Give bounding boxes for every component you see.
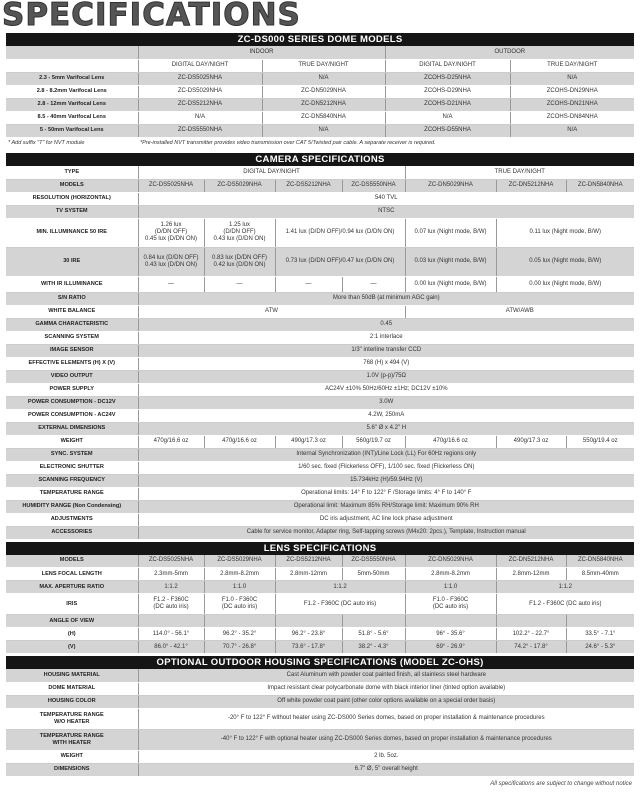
spec-value: 0.07 lux (Night mode, B/W)	[405, 218, 496, 247]
spec-row	[6, 763, 634, 776]
spec-value	[275, 615, 342, 628]
spec-value: TRUE DAY/NIGHT	[405, 166, 634, 179]
spec-value: NTSC	[138, 205, 634, 218]
spec-row	[6, 526, 634, 539]
spec-value: Impact resistant clear polycarbonate dome with black interior liner (tinted option available)	[138, 682, 634, 695]
spec-value: 73.6° - 17.8°	[275, 641, 342, 654]
row-label: 2.3 - 5mm Varifocal Lens	[6, 72, 138, 85]
spec-value: DIGITAL DAY/NIGHT	[385, 59, 510, 72]
spec-row	[6, 111, 634, 124]
spec-row	[6, 179, 634, 192]
spec-row	[6, 615, 634, 628]
spec-row	[6, 205, 634, 218]
spec-value: ZC-DS5212NHA	[138, 98, 262, 111]
row-label: HOUSING COLOR	[6, 695, 138, 708]
spec-row	[6, 594, 634, 615]
spec-value: ZC-DS5550NHA	[342, 555, 405, 568]
spec-row	[6, 474, 634, 487]
spec-value: -40° F to 122° F with optional heater using ZC-DS000 Series domes, based on proper installation & maintenance procedures	[138, 729, 634, 750]
spec-value: 1:1.2	[275, 581, 405, 594]
row-label: EFFECTIVE ELEMENTS (H) X (V)	[6, 357, 138, 370]
spec-row	[6, 218, 634, 247]
spec-value: 490g/17.3 oz	[275, 435, 342, 448]
spec-value: 2.8mm-8.2mm	[405, 568, 496, 581]
spec-value: Operational limits: 14° F to 122° F /Storage limits: 4° F to 140° F	[138, 487, 634, 500]
dome-note-row	[6, 137, 634, 150]
spec-value: 2.3mm-5mm	[138, 568, 204, 581]
row-label: EXTERNAL DIMENSIONS	[6, 422, 138, 435]
spec-value: 2.8mm-12mm	[275, 568, 342, 581]
spec-value	[405, 615, 496, 628]
row-label: LENS FOCAL LENGTH	[6, 568, 138, 581]
nvt-note: *Pre-installed NVT transmitter provides video transmission over CAT 5/Twisted pair cable. A separate receiver is required.	[138, 137, 634, 150]
spec-value: F1.0 - F360C (DC auto iris)	[204, 594, 275, 615]
spec-row	[6, 85, 634, 98]
spec-value: 560g/19.7 oz	[342, 435, 405, 448]
spec-row	[6, 396, 634, 409]
spec-value: ZC-DS5212NHA	[275, 179, 342, 192]
lens-specifications-table	[6, 542, 634, 655]
spec-value: ZC-DN5212NHA	[262, 98, 385, 111]
spec-row	[6, 435, 634, 448]
row-label: GAMMA CHARACTERISTIC	[6, 318, 138, 331]
spec-value: 2.8mm-12mm	[496, 568, 566, 581]
section-header-title: LENS SPECIFICATIONS	[6, 542, 634, 555]
spec-value	[204, 615, 275, 628]
spec-value: INDOOR	[138, 46, 385, 59]
spec-row	[6, 568, 634, 581]
row-label: MODELS	[6, 179, 138, 192]
spec-value: 470g/16.6 oz	[405, 435, 496, 448]
spec-value: Internal Synchronization (INT)/Line Lock (LL) For 60Hz regions only	[138, 448, 634, 461]
footnote: All specifications are subject to change without notice	[490, 780, 632, 787]
spec-value: 51.8° - 5.6°	[342, 628, 405, 641]
spec-value: 0.00 lux (Night mode, B/W)	[496, 276, 634, 292]
spec-value: AC24V ±10% 50Hz/60Hz ±1Hz; DC12V ±10%	[138, 383, 634, 396]
row-label: ADJUSTMENTS	[6, 513, 138, 526]
row-label: ACCESSORIES	[6, 526, 138, 539]
row-label: ANGLE OF VIEW	[6, 615, 138, 628]
row-label: DIMENSIONS	[6, 763, 138, 776]
spec-value: 6.7" Ø, 5" overall height	[138, 763, 634, 776]
spec-row	[6, 318, 634, 331]
spec-value: 86.0° - 42.1°	[138, 641, 204, 654]
spec-value: 1/3" interline transfer CCD	[138, 344, 634, 357]
spec-value: N/A	[510, 72, 634, 85]
spec-value: ZC-DS5025NHA	[138, 179, 204, 192]
row-label: VIDEO OUTPUT	[6, 370, 138, 383]
spec-row	[6, 72, 634, 85]
spec-value: ZCOHS-D21NHA	[385, 98, 510, 111]
spec-row	[6, 729, 634, 750]
spec-value: ATW	[138, 305, 405, 318]
spec-value: 24.6° - 5.3°	[566, 641, 634, 654]
spec-row	[6, 628, 634, 641]
spec-value: ZC-DS5029NHA	[204, 555, 275, 568]
spec-row	[6, 46, 634, 59]
spec-value: ZCOHS-DN29NHA	[510, 85, 634, 98]
spec-row	[6, 555, 634, 568]
spec-value: 0.84 lux (D/DN OFF) 0.43 lux (D/DN ON)	[138, 247, 204, 276]
spec-row	[6, 305, 634, 318]
spec-row	[6, 409, 634, 422]
spec-value: ATW/AWB	[405, 305, 634, 318]
spec-value: TRUE DAY/NIGHT	[510, 59, 634, 72]
spec-value: ZC-DS5025NHA	[138, 72, 262, 85]
spec-value: ZC-DS5029NHA	[138, 85, 262, 98]
section-header	[6, 656, 634, 669]
spec-value: 0.11 lux (Night mode, B/W)	[496, 218, 634, 247]
spec-row	[6, 59, 634, 72]
spec-row	[6, 500, 634, 513]
row-label: IMAGE SENSOR	[6, 344, 138, 357]
spec-row	[6, 669, 634, 682]
spec-value: ZC-DN5029NHA	[262, 85, 385, 98]
housing-specifications-table	[6, 656, 634, 777]
spec-value: ZC-DN5840NHA	[566, 555, 634, 568]
spec-value: ZCOHS-DN84NHA	[510, 111, 634, 124]
spec-row	[6, 708, 634, 729]
spec-value: 1.0V (p-p)/75Ω	[138, 370, 634, 383]
row-label: TEMPERATURE RANGE WITH HEATER	[6, 729, 138, 750]
spec-row	[6, 461, 634, 474]
row-label: MAX. APERTURE RATIO	[6, 581, 138, 594]
row-label: 30 IRE	[6, 247, 138, 276]
spec-value: ZCOHS-D25NHA	[385, 72, 510, 85]
spec-value: DC iris adjustment, AC line lock phase adjustment	[138, 513, 634, 526]
spec-value: —	[342, 276, 405, 292]
spec-value: 1:1.2	[496, 581, 634, 594]
spec-value: 1/60 sec. fixed (Flickerless OFF), 1/100 sec. fixed (Flickerless ON)	[138, 461, 634, 474]
spec-row	[6, 682, 634, 695]
row-label: HUMIDITY RANGE (Non Condensing)	[6, 500, 138, 513]
spec-value	[138, 615, 204, 628]
spec-value: 1:1.0	[405, 581, 496, 594]
spec-value: 96° - 35.6°	[405, 628, 496, 641]
row-label: S/N RATIO	[6, 292, 138, 305]
row-label: 8.5 - 40mm Varifocal Lens	[6, 111, 138, 124]
spec-value: 38.2° - 4.3°	[342, 641, 405, 654]
row-label: POWER CONSUMPTION - AC24V	[6, 409, 138, 422]
spec-value: 470g/16.6 oz	[204, 435, 275, 448]
spec-value: 33.5° - 7.1°	[566, 628, 634, 641]
spec-row	[6, 695, 634, 708]
spec-value	[496, 615, 566, 628]
row-label: MIN. ILLUMINANCE 50 IRE	[6, 218, 138, 247]
spec-value: 69° - 26.9°	[405, 641, 496, 654]
spec-value: 96.2° - 23.8°	[275, 628, 342, 641]
spec-row	[6, 581, 634, 594]
spec-value: 2.8mm-8.2mm	[204, 568, 275, 581]
spec-value: TRUE DAY/NIGHT	[262, 59, 385, 72]
spec-value: 0.00 lux (Night mode, B/W)	[405, 276, 496, 292]
spec-value: 4.2W, 250mA	[138, 409, 634, 422]
row-label: WEIGHT	[6, 750, 138, 763]
spec-value: N/A	[262, 72, 385, 85]
spec-value: 0.73 lux (D/DN OFF)/0.47 lux (D/DN ON)	[275, 247, 405, 276]
section-header-title: CAMERA SPECIFICATIONS	[6, 153, 634, 166]
row-label: WEIGHT	[6, 435, 138, 448]
row-label: ELECTRONIC SHUTTER	[6, 461, 138, 474]
row-label: TEMPERATURE RANGE W/O HEATER	[6, 708, 138, 729]
spec-value: ZCOHS-D29NHA	[385, 85, 510, 98]
spec-value: 1:1.2	[138, 581, 204, 594]
spec-value: 470g/16.6 oz	[138, 435, 204, 448]
spec-value: 5.6" Ø x 4.2" H	[138, 422, 634, 435]
spec-value: Operational limit: Maximum 85% RH/Storage limit: Maximum 90% RH	[138, 500, 634, 513]
spec-row	[6, 370, 634, 383]
spec-row	[6, 192, 634, 205]
spec-value: 70.7° - 26.8°	[204, 641, 275, 654]
spec-value: 74.2° - 17.8°	[496, 641, 566, 654]
spec-value: ZC-DS5212NHA	[275, 555, 342, 568]
spec-value: 0.05 lux (Night mode, B/W)	[496, 247, 634, 276]
row-label: SCANNING FREQUENCY	[6, 474, 138, 487]
spec-value: ZC-DN5212NHA	[496, 555, 566, 568]
spec-value: 15.734kHz (H)/59.94Hz (V)	[138, 474, 634, 487]
spec-value: ZC-DN5029NHA	[405, 179, 496, 192]
spec-value: F1.2 - F360C (DC auto iris)	[496, 594, 634, 615]
spec-row	[6, 344, 634, 357]
spec-value: —	[204, 276, 275, 292]
spec-row	[6, 513, 634, 526]
row-label: TYPE	[6, 166, 138, 179]
spec-value: N/A	[262, 124, 385, 137]
spec-value: 0.83 lux (D/DN OFF) 0.42 lux (D/DN ON)	[204, 247, 275, 276]
row-label: 2.8 - 12mm Varifocal Lens	[6, 98, 138, 111]
spec-row	[6, 166, 634, 179]
spec-value: 490g/17.3 oz	[496, 435, 566, 448]
row-label: (V)	[6, 641, 138, 654]
spec-value: 2 lb. 5oz.	[138, 750, 634, 763]
spec-value: 3.0W	[138, 396, 634, 409]
spec-value: —	[275, 276, 342, 292]
row-label: WITH IR ILLUMINANCE	[6, 276, 138, 292]
row-label: WHITE BALANCE	[6, 305, 138, 318]
row-label: POWER SUPPLY	[6, 383, 138, 396]
spec-row	[6, 98, 634, 111]
spec-value: ZC-DN5840NHA	[566, 179, 634, 192]
spec-value: 768 (H) x 494 (V)	[138, 357, 634, 370]
camera-specifications-table	[6, 153, 634, 540]
spec-value: N/A	[510, 124, 634, 137]
spec-value: F1.0 - F360C (DC auto iris)	[405, 594, 496, 615]
spec-value: 114.0° - 56.1°	[138, 628, 204, 641]
spec-value: N/A	[385, 111, 510, 124]
spec-value: 1.26 lux (D/DN OFF) 0.45 lux (D/DN ON)	[138, 218, 204, 247]
spec-row	[6, 383, 634, 396]
row-label: HOUSING MATERIAL	[6, 669, 138, 682]
section-header	[6, 153, 634, 166]
row-label: DOME MATERIAL	[6, 682, 138, 695]
row-label: 5 - 50mm Varifocal Lens	[6, 124, 138, 137]
spec-value: ZC-DN5840NHA	[262, 111, 385, 124]
spec-value: DIGITAL DAY/NIGHT	[138, 59, 262, 72]
spec-row	[6, 487, 634, 500]
spec-value: 8.5mm-40mm	[566, 568, 634, 581]
row-label: SYNC. SYSTEM	[6, 448, 138, 461]
row-label: SCANNING SYSTEM	[6, 331, 138, 344]
spec-value: ZC-DS5029NHA	[204, 179, 275, 192]
spec-row	[6, 276, 634, 292]
spec-value: 0.03 lux (Night mode, B/W)	[405, 247, 496, 276]
spec-row	[6, 124, 634, 137]
spec-value: —	[138, 276, 204, 292]
spec-row	[6, 357, 634, 370]
spec-row	[6, 247, 634, 276]
suffix-note: * Add suffix "T" for NVT module	[6, 137, 138, 150]
row-label	[6, 59, 138, 72]
spec-row	[6, 750, 634, 763]
spec-value: 2:1 interlace	[138, 331, 634, 344]
spec-value: N/A	[138, 111, 262, 124]
row-label: MODELS	[6, 555, 138, 568]
row-label: RESOLUTION (HORIZONTAL)	[6, 192, 138, 205]
spec-value: Cable for service monitor, Adapter ring, Self-tapping screws (M4x20: 2pcs.), Template, Instruction manual	[138, 526, 634, 539]
spec-value: 1.41 lux (D/DN OFF)/0.94 lux (D/DN ON)	[275, 218, 405, 247]
spec-row	[6, 331, 634, 344]
spec-value: F1.2 - F360C (DC auto iris)	[138, 594, 204, 615]
spec-value: 540 TVL	[138, 192, 634, 205]
spec-value: More than 50dB (at minimum AGC gain)	[138, 292, 634, 305]
spec-value: ZC-DN5029NHA	[405, 555, 496, 568]
spec-value: ZCOHS-D55NHA	[385, 124, 510, 137]
spec-value: -20° F to 122° F without heater using ZC-DS000 Series domes, based on proper installation & maintenance procedures	[138, 708, 634, 729]
spec-value: 102.2° - 22.7°	[496, 628, 566, 641]
spec-value: Off white powder coat paint (other color options available on a special order basis)	[138, 695, 634, 708]
spec-value: 0.45	[138, 318, 634, 331]
spec-value: OUTDOOR	[385, 46, 634, 59]
spec-row	[6, 422, 634, 435]
page-title: SPECIFICATIONS	[2, 0, 301, 33]
dome-models-table	[6, 33, 634, 150]
spec-value: DIGITAL DAY/NIGHT	[138, 166, 405, 179]
spec-value: 96.2° - 35.2°	[204, 628, 275, 641]
spec-value: 5mm-50mm	[342, 568, 405, 581]
spec-value	[342, 615, 405, 628]
row-label: TV SYSTEM	[6, 205, 138, 218]
row-label: TEMPERATURE RANGE	[6, 487, 138, 500]
section-header-title: ZC-DS000 SERIES DOME MODELS	[6, 33, 634, 46]
row-label	[6, 46, 138, 59]
spec-row	[6, 448, 634, 461]
section-header	[6, 542, 634, 555]
spec-row	[6, 641, 634, 654]
spec-value: 550g/19.4 oz	[566, 435, 634, 448]
spec-value: ZC-DS5550NHA	[342, 179, 405, 192]
row-label: 2.8 - 8.2mm Varifocal Lens	[6, 85, 138, 98]
spec-value: F1.2 - F360C (DC auto iris)	[275, 594, 405, 615]
spec-value: 1:1.0	[204, 581, 275, 594]
section-header	[6, 33, 634, 46]
spec-value: ZC-DS5025NHA	[138, 555, 204, 568]
spec-value: 1.25 lux (D/DN OFF) 0.43 lux (D/DN ON)	[204, 218, 275, 247]
spec-row	[6, 292, 634, 305]
spec-value: ZC-DS5550NHA	[138, 124, 262, 137]
row-label: IRIS	[6, 594, 138, 615]
row-label: (H)	[6, 628, 138, 641]
row-label: POWER CONSUMPTION - DC12V	[6, 396, 138, 409]
spec-value: ZCOHS-DN21NHA	[510, 98, 634, 111]
section-header-title: OPTIONAL OUTDOOR HOUSING SPECIFICATIONS (MODEL ZC-OHS)	[6, 656, 634, 669]
spec-value	[566, 615, 634, 628]
spec-value: ZC-DN5212NHA	[496, 179, 566, 192]
spec-value: Cast Aluminum with powder coat painted finish, all stainless steel hardware	[138, 669, 634, 682]
